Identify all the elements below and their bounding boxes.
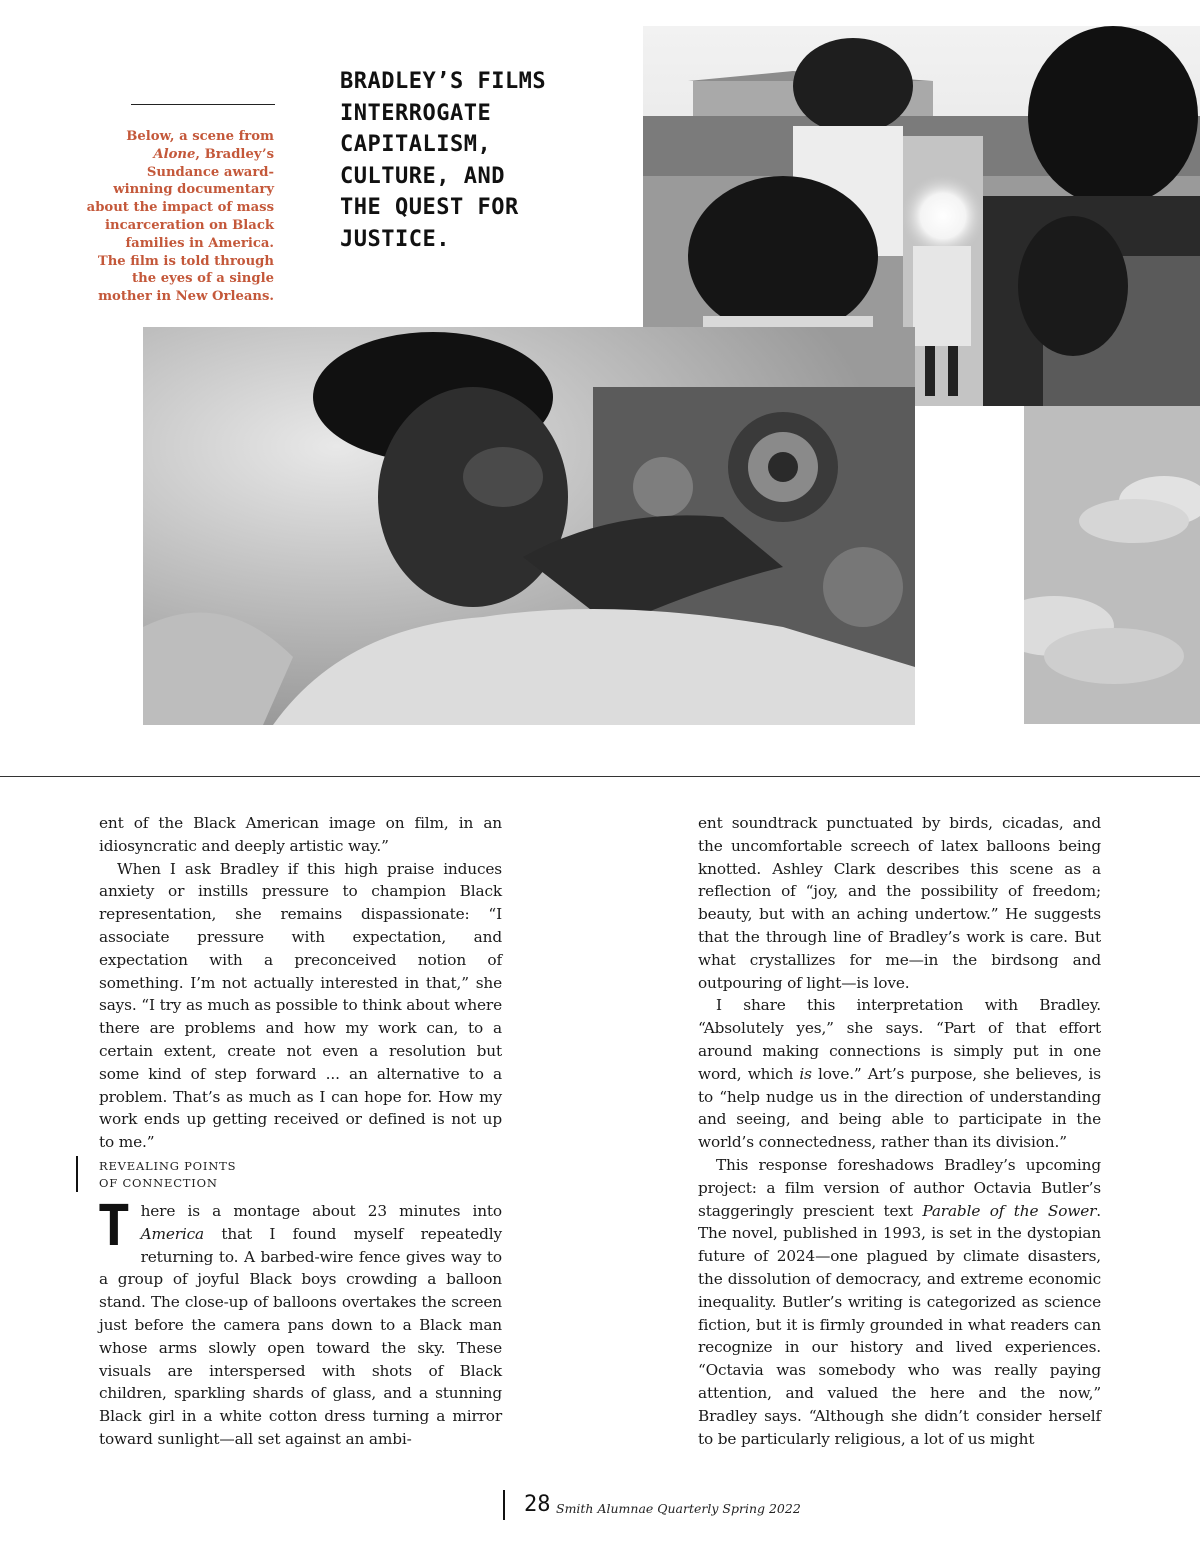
- left-column: [99, 812, 502, 1154]
- caption-line: about the impact of mass: [86, 200, 274, 216]
- caption-line: the eyes of a single: [132, 271, 274, 287]
- book-title: Parable of the Sower: [922, 1201, 1097, 1220]
- caption-line: Sundance award-: [146, 164, 274, 180]
- pull-quote: [340, 66, 640, 255]
- caption-line: Below, a scene from: [126, 129, 274, 144]
- caption-line: mother in New Orleans.: [98, 289, 274, 305]
- drop-cap: T: [97, 1194, 131, 1259]
- caption-film-title: Alone: [153, 146, 196, 162]
- right-column: [698, 812, 1101, 1450]
- page-number: 28: [524, 1492, 551, 1517]
- caption-line: The film is told through: [97, 253, 274, 269]
- horizontal-divider: [0, 776, 1200, 777]
- film-title: America: [140, 1224, 205, 1243]
- caption-line: incarceration on Black: [105, 217, 274, 233]
- pull-quote-line: CULTURE, AND: [340, 163, 505, 189]
- footer-marker: [503, 1490, 505, 1520]
- pull-quote-line: CAPITALISM,: [340, 132, 492, 157]
- caption-line: winning documentary: [113, 182, 274, 198]
- photo-sky-clouds: [1024, 406, 1200, 724]
- paragraph: I share this interpretation with Bradley. “Absolutely yes,” she says. “Part of that effort around making connections is simply put in one word, which is love.” Art’s purpose, she believes, is to “help nudge us in the direction of understanding and seeing, and being able to participate in the world’s connectedness, rather than its division.”: [698, 996, 1101, 1152]
- paragraph: ent soundtrack punctuated by birds, cicadas, and the uncomfortable screech of latex balloons being knotted. Ashley Clark describes this scene as a reflection of “joy, and the possibility of freedom; beauty, but with an aching undertow.” He suggests that the through line of Bradley’s work is care. But what crystallizes for me—in the birdsong and outpouring of light—is love.: [698, 814, 1101, 992]
- caption-line: families in America.: [125, 235, 274, 251]
- section-marker: [76, 1156, 78, 1192]
- paragraph: ent of the Black American image on film, in an idiosyncratic and deeply artistic way.”: [99, 814, 502, 855]
- caption-rule: [131, 104, 275, 105]
- pull-quote-line: INTERROGATE: [340, 100, 492, 126]
- paragraph: When I ask Bradley if this high praise induces anxiety or instills pressure to champion Black representation, she remains dispassionate: “I associate pressure with expectation, and expectation with a preconceived notion of something. I’m not actually interested in that,” she says. “I try as much as possible to think about where there are problems and how my work can, to a certain extent, create not even a resolution but some kind of step forward ... an alternative to a problem. That’s as much as I can hope for. How my work ends up getting received or defined is not up to me.”: [99, 859, 502, 1152]
- photo-caption: [86, 128, 274, 306]
- pull-quote-line: BRADLEY’S FILMS: [340, 69, 547, 94]
- pull-quote-line: JUSTICE.: [340, 226, 450, 252]
- section-paragraph: There is a montage about 23 minutes into America that I found myself repeatedly returning to. A barbed-wire fence gives way to a group of joyful Black boys crowding a balloon stand. The close-up of balloons overtakes the screen just before the camera pans down to a Black man whose arms slowly open toward the sky. These visuals are interspersed with shots of Black children, sparkling shards of glass, and a stunning Black girl in a white cotton dress turning a mirror toward sunlight—all set against an ambi-: [97, 1194, 502, 1448]
- pull-quote-line: THE QUEST FOR: [340, 195, 519, 220]
- caption-line: Alone, Bradley’s: [153, 146, 274, 162]
- section-heading: REVEALING POINTS OF CONNECTION: [99, 1159, 237, 1190]
- photo-woman-lying-in-bed: [143, 327, 915, 725]
- paragraph: This response foreshadows Bradley’s upcoming project: a film version of author Octavia Butler’s staggeringly prescient text Parable of the Sower. The novel, published in 1993, is set in the dystopian future of 2024—one plagued by climate disasters, the dissolution of democracy, and extreme economic inequality. Butler’s writing is categorized as science fiction, but it is firmly grounded in what readers can recognize in our history and lived experiences. “Octavia was somebody who was really paying attention, and valued the here and the now,” Bradley says. “Although she didn’t consider herself to be particularly religious, a lot of us might: [698, 1155, 1101, 1448]
- publication-name: Smith Alumnae Quarterly Spring 2022: [556, 1501, 801, 1516]
